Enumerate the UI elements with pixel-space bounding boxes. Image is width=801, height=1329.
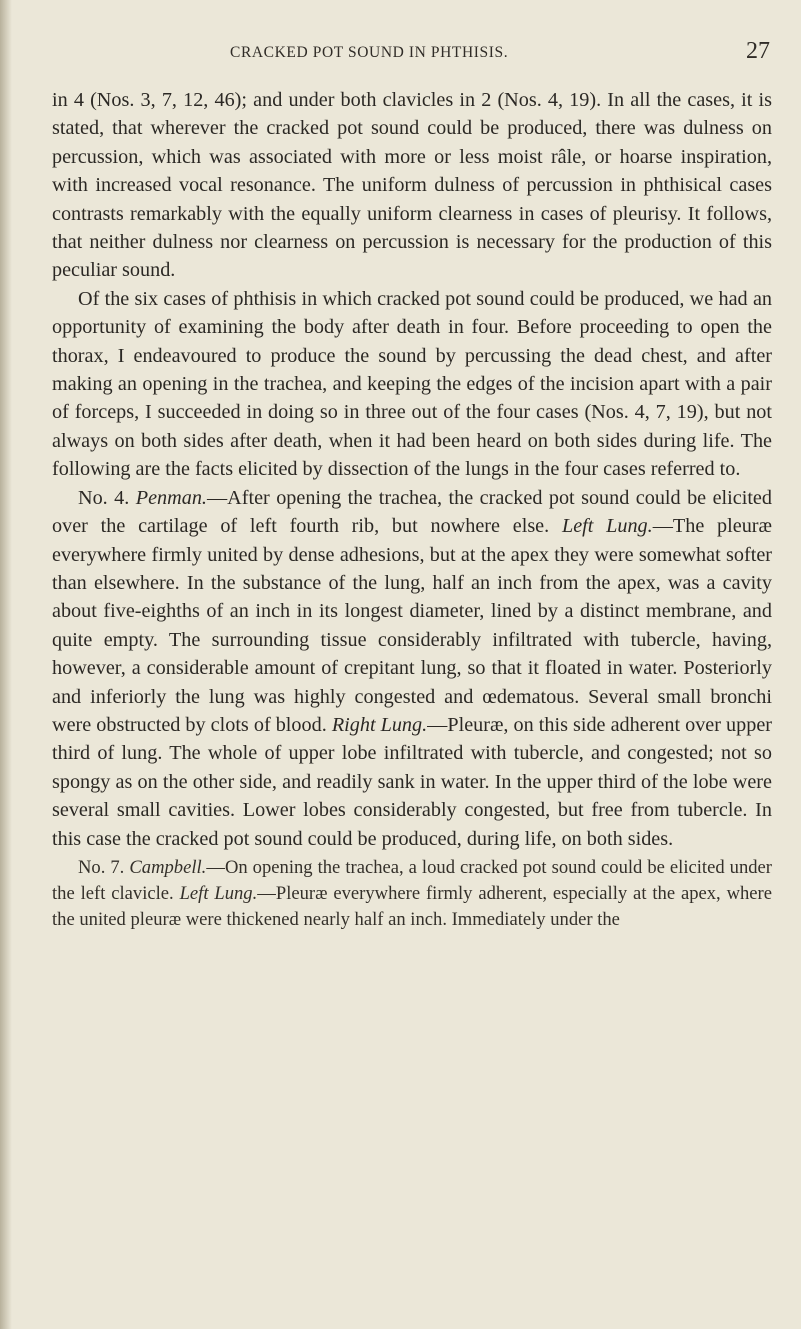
running-title: CRACKED POT SOUND IN PHTHISIS.: [230, 44, 509, 61]
page-number: 27: [746, 38, 770, 64]
paragraph-2: Of the six cases of phthisis in which cracked pot sound could be produced, we had an opportunity of examining the body after death in four. Before proceeding to open the thorax, I endeavoured to produce the sound by percussing the dead chest, and after making an opening in the trachea, and keeping the edges of the incision apart with a pair of forceps, I succeeded in doing so in three out of the four cases (Nos. 4, 7, 19), but not always on both sides after death, when it had been heard on both sides during life. The following are the facts elicited by dissection of the lungs in the four cases referred to.: [52, 287, 772, 481]
left-lung-label: Left Lung.: [561, 515, 653, 538]
paragraph-1: in 4 (Nos. 3, 7, 12, 46); and under both clavicles in 2 (Nos. 4, 19). In all the cases, it is stated, that wherever the cracked pot sound could be produced, there was dulness on percussion, which was associated with more or less moist râle, or hoarse inspiration, with increased vocal resonance. The uniform dulness of percussion in phthisical cases contrasts remarkably with the equally uniform clearness in cases of pleurisy. It follows, that neither dulness nor clearness on percussion is necessary for the production of this peculiar sound.: [52, 89, 772, 282]
right-lung-text: —Pleuræ, on this side adherent over upper third of lung. The whole of upper lobe infiltrated with tubercle, and congested; not so spongy as on the other side, and readily sank in water. In the upper third of the lobe were several small cavities. Lower lobes considerably congested, but free from tubercle. In this case the cracked pot sound could be produced, during life, on both sides.: [52, 713, 773, 850]
body-text: [52, 86, 772, 934]
case-text: —After opening the trachea, the cracked pot sound could be elicited over the cartilage of left fourth rib, but nowhere else.: [52, 486, 772, 538]
case-number: No. 7.: [78, 856, 125, 878]
case-number: No. 4.: [78, 486, 130, 509]
case-text: —On opening the trachea, a loud cracked pot sound could be elicited under the left clavicle.: [52, 856, 772, 905]
paragraph-case-7: [52, 855, 772, 934]
right-lung-label: Right Lung.: [331, 713, 428, 736]
left-lung-text: —The pleuræ everywhere firmly united by dense adhesions, but at the apex they were somewhat softer than elsewhere. In the substance of the lung, half an inch from the apex, was a cavity about five-eighths of an inch in its longest diameter, lined by a distinct membrane, and quite empty. The surrounding tissue considerably infiltrated with tubercle, having, however, a considerable amount of crepitant lung, so that it floated in water. Posteriorly and inferiorly the lung was highly congested and œdematous. Several small bronchi were obstructed by clots of blood.: [52, 515, 772, 736]
page-binding-shadow: [0, 0, 12, 1329]
left-lung-text: —Pleuræ everywhere firmly adherent, especially at the apex, where the united pleuræ were thickened nearly half an inch. Immediately under the: [52, 883, 772, 931]
case-name: Penman.: [135, 486, 207, 509]
paragraph-case-4: [52, 484, 772, 853]
left-lung-label: Left Lung.: [179, 883, 258, 905]
case-name: Campbell.: [129, 856, 207, 878]
